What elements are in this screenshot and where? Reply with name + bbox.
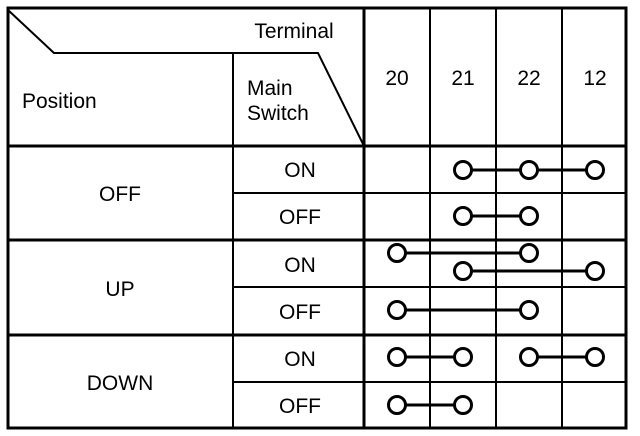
switch-state-label: ON	[284, 159, 316, 182]
terminal-12-contact-circle	[587, 263, 604, 280]
terminal-21-contact-circle	[455, 162, 472, 179]
terminal-12-label: 12	[583, 67, 607, 90]
main-switch-header-line2: Switch	[247, 102, 309, 125]
switch-state-label: ON	[284, 348, 316, 371]
terminal-header: Terminal	[254, 20, 334, 43]
switch-state-label: OFF	[279, 395, 321, 418]
terminal-21-label: 21	[451, 67, 475, 90]
terminal-20-contact-circle	[389, 397, 406, 414]
terminal-21-contact-circle	[455, 263, 472, 280]
main-switch-header-line1: Main	[247, 77, 293, 100]
position-down-label: DOWN	[86, 372, 154, 395]
position-header: Position	[22, 90, 97, 113]
terminal-22-contact-circle	[521, 302, 538, 319]
switch-state-label: ON	[284, 254, 316, 277]
terminal-22-label: 22	[517, 67, 541, 90]
terminal-21-contact-circle	[455, 349, 472, 366]
terminal-20-contact-circle	[389, 245, 406, 262]
terminal-22-contact-circle	[521, 208, 538, 225]
terminal-12-contact-circle	[587, 349, 604, 366]
terminal-20-contact-circle	[389, 302, 406, 319]
terminal-21-contact-circle	[455, 208, 472, 225]
position-up-label: UP	[105, 278, 135, 301]
switch-state-label: OFF	[279, 206, 321, 229]
terminal-21-contact-circle	[455, 397, 472, 414]
terminal-20-contact-circle	[389, 349, 406, 366]
position-off-label: OFF	[99, 183, 141, 206]
switch-state-label: OFF	[279, 301, 321, 324]
terminal-20-label: 20	[385, 67, 409, 90]
terminal-12-contact-circle	[587, 162, 604, 179]
terminal-22-contact-circle	[521, 349, 538, 366]
terminal-22-contact-circle	[521, 245, 538, 262]
terminal-22-contact-circle	[521, 162, 538, 179]
